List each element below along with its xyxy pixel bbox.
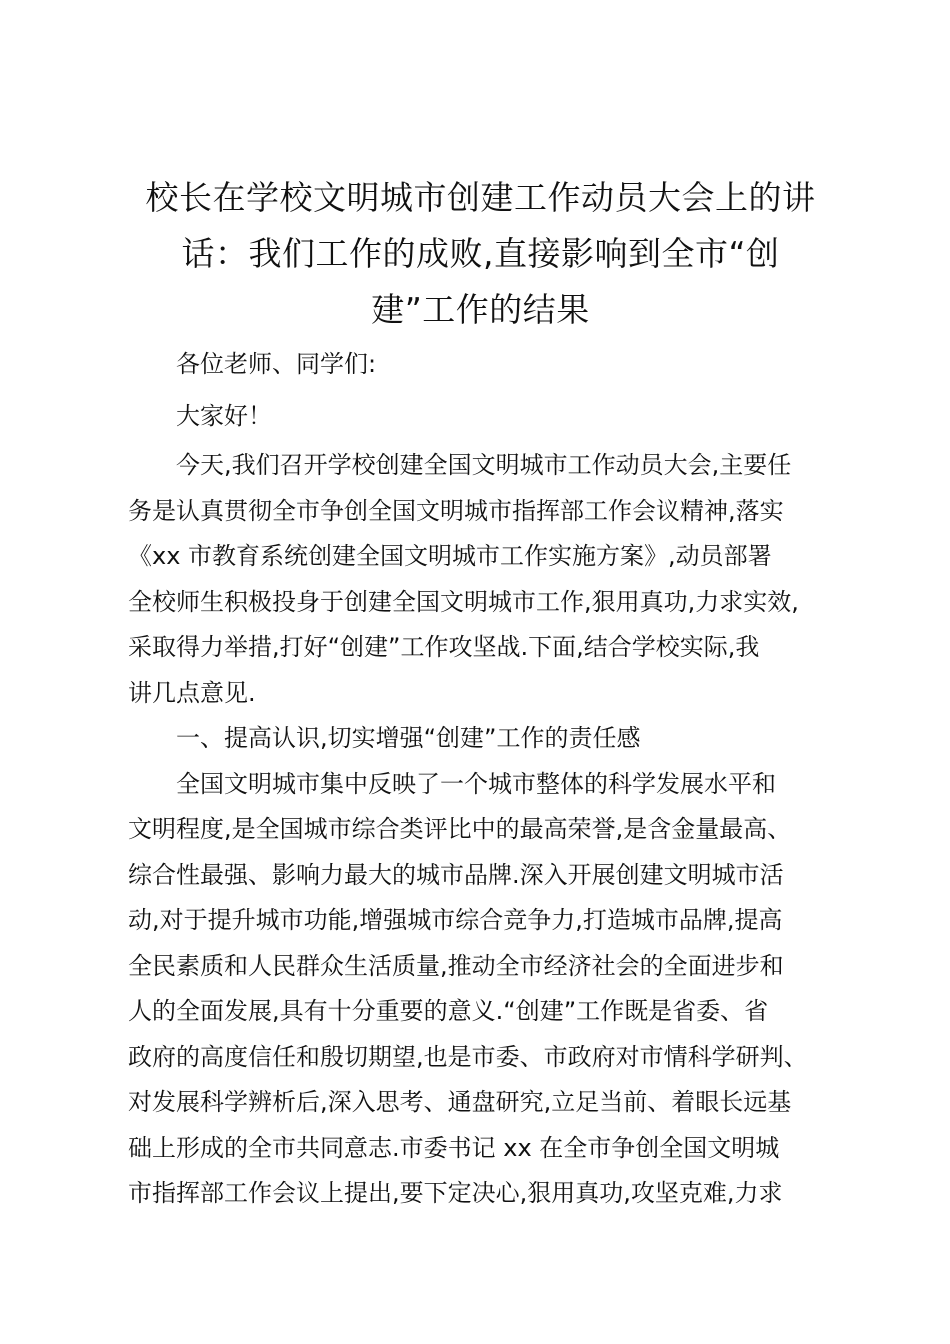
paragraph-2 bbox=[128, 762, 833, 1217]
paragraph-1-line: 《xx 市教育系统创建全国文明城市工作实施方案》,动员部署 bbox=[128, 542, 772, 570]
paragraph-1 bbox=[128, 443, 833, 716]
paragraph-2-line: 文明程度,是全国城市综合类评比中的最高荣誉,是含金量最高、 bbox=[128, 815, 792, 843]
paragraph-2-line: 全民素质和人民群众生活质量,推动全市经济社会的全面进步和 bbox=[128, 951, 784, 980]
paragraph-2-line: 础上形成的全市共同意志.市委书记 xx 在全市争创全国文明城 bbox=[128, 1133, 780, 1162]
section-1-heading-text: 一、提高认识,切实增强“创建”工作的责任感 bbox=[176, 724, 641, 752]
paragraph-1-line: 采取得力举措,打好“创建”工作攻坚战.下面,结合学校实际,我 bbox=[128, 633, 760, 661]
paragraph-2-line: 全国文明城市集中反映了一个城市整体的科学发展水平和 bbox=[176, 769, 776, 798]
paragraph-2-line: 政府的高度信任和殷切期望,也是市委、市政府对市情科学研判、 bbox=[128, 1042, 808, 1071]
document-page bbox=[128, 170, 833, 1217]
salutation-text: 各位老师、同学们: bbox=[176, 350, 377, 378]
paragraph-1-line: 全校师生积极投身于创建全国文明城市工作,狠用真功,力求实效, bbox=[128, 587, 799, 616]
paragraph-2-line: 市指挥部工作会议上提出,要下定决心,狠用真功,攻坚克难,力求 bbox=[128, 1179, 783, 1207]
document-title bbox=[128, 170, 833, 338]
section-1-heading bbox=[128, 716, 833, 762]
paragraph-1-line: 讲几点意见. bbox=[128, 678, 256, 707]
greeting-text: 大家好！ bbox=[176, 401, 272, 430]
title-line-1: 校长在学校文明城市创建工作动员大会上的讲 bbox=[145, 178, 816, 217]
title-line-3: 建”工作的结果 bbox=[371, 290, 590, 329]
salutation bbox=[128, 342, 833, 388]
paragraph-2-line: 对发展科学辨析后,深入思考、通盘研究,立足当前、着眼长远基 bbox=[128, 1088, 792, 1116]
paragraph-2-line: 综合性最强、影响力最大的城市品牌.深入开展创建文明城市活 bbox=[128, 860, 784, 889]
paragraph-2-line: 动,对于提升城市功能,增强城市综合竞争力,打造城市品牌,提高 bbox=[128, 906, 783, 934]
paragraph-1-line: 今天,我们召开学校创建全国文明城市工作动员大会,主要任 bbox=[176, 451, 792, 479]
title-line-2: 话：我们工作的成败,直接影响到全市“创 bbox=[181, 234, 780, 273]
paragraph-2-line: 人的全面发展,具有十分重要的意义.“创建”工作既是省委、省 bbox=[128, 997, 769, 1025]
paragraph-1-line: 务是认真贯彻全市争创全国文明城市指挥部工作会议精神,落实 bbox=[128, 496, 784, 525]
greeting bbox=[128, 394, 833, 440]
